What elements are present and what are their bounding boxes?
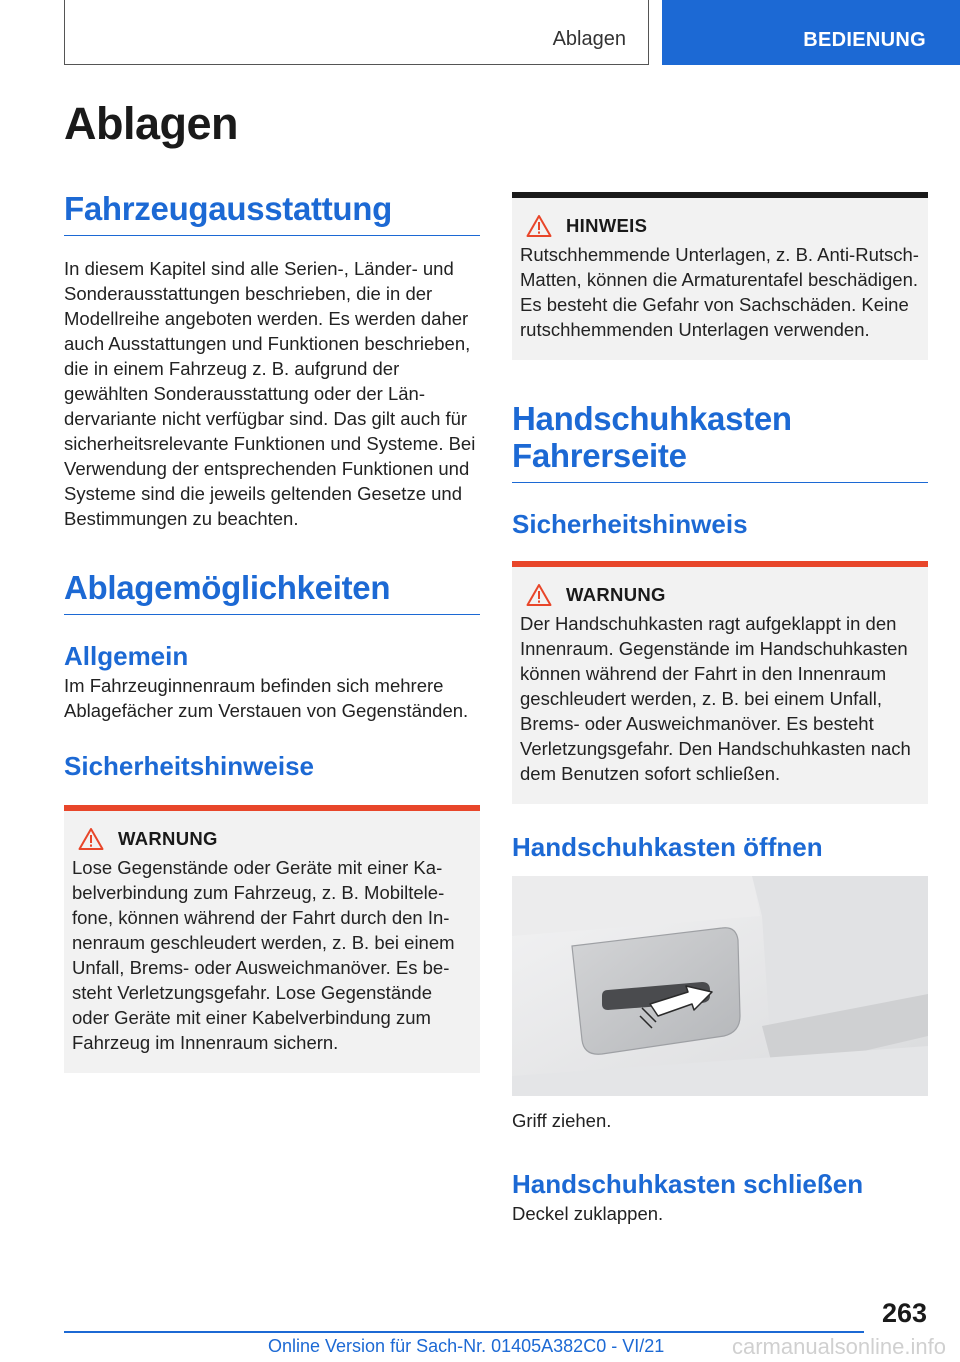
heading-sicherheitshinweis: Sicherheitshinweis xyxy=(512,509,748,539)
note-callout xyxy=(512,192,928,360)
header-tab xyxy=(662,0,960,65)
caption-oeffnen: Griff ziehen. xyxy=(512,1110,612,1131)
footer-online-version: Online Version für Sach-Nr. 01405A382C0 - VI/21 xyxy=(268,1336,665,1356)
header-box xyxy=(64,0,649,65)
heading-fahrzeugausstattung: Fahrzeugausstattung xyxy=(64,190,480,236)
heading-sicherheitshinweise: Sicherheitshinweise xyxy=(64,751,314,781)
heading-handschuhkasten-schliessen: Handschuhkasten schließen xyxy=(512,1169,864,1199)
warning-callout-title: WARNUNG xyxy=(118,828,218,849)
left-column xyxy=(64,190,480,1073)
note-callout-title: HINWEIS xyxy=(566,215,648,236)
warning-callout-left xyxy=(64,805,480,1073)
warning-callout-header xyxy=(72,827,472,851)
glovebox-illustration xyxy=(512,876,928,1096)
paragraph-fahrzeugausstattung: In diesem Kapitel sind alle Serien-, Länder- und Sonderausstattungen beschrieben, die in der Modellreihe angeboten werden. Es werden daher auch Ausstattungen und Funktionen beschrieben, die in einem Fahrzeug z. B. aufgrund der gewählten Sonderausstattung oder der Ländervariante nicht verfügbar sind. Das gilt auch für sicherheitsrelevante Funktionen und Systeme. Bei Verwendung der entsprechenden Funktionen und Systeme sind die jeweils geltenden Gesetze und Bestimmungen zu beachten. xyxy=(64,258,476,529)
watermark: carmanualsonline.info xyxy=(731,1334,946,1359)
paragraph-allgemein: Im Fahrzeuginnenraum befinden sich mehrere Ablagefächer zum Verstauen von Gegenständen. xyxy=(64,675,469,721)
page-title: Ablagen xyxy=(64,98,239,149)
warning-callout-text: Der Handschuhkasten ragt aufgeklappt in den Innenraum. Gegenstände im Handschuhkasten können während der Fahrt in den Innenraum geschleudert werden, z. B. bei einem Unfall, Brems- oder Ausweichmanöver. Es besteht Verletzungsgefahr. Den Handschuhkasten nach dem Benutzen sofort schließen. xyxy=(520,613,911,784)
heading-allgemein: Allgemein xyxy=(64,641,189,671)
page-number: 263 xyxy=(881,1298,927,1328)
header-tab-label: BEDIENUNG xyxy=(803,29,926,51)
warning-triangle-icon xyxy=(78,827,104,851)
warning-callout-title: WARNUNG xyxy=(566,584,666,605)
warning-callout-text: Lose Gegenstände oder Geräte mit einer Kabelverbindung zum Fahrzeug, z. B. Mobiltelefone, können während der Fahrt durch den Innenraum geschleudert werden, z. B. bei einem Unfall, Brems- oder Ausweichmanöver. Es besteht Verletzungsgefahr. Lose Gegenstände oder Geräte mit einer Kabelverbindung zum Fahrzeug im Innenraum sichern. xyxy=(72,857,455,1053)
paragraph-schliessen: Deckel zuklappen. xyxy=(512,1203,664,1224)
warning-callout-header xyxy=(520,583,920,607)
warning-triangle-icon xyxy=(526,214,552,238)
heading-handschuhkasten-oeffnen: Handschuhkasten öffnen xyxy=(512,832,823,862)
warning-callout-right xyxy=(512,561,928,804)
note-callout-text: Rutschhemmende Unterlagen, z. B. Anti-Rutsch-Matten, können die Armaturentafel beschädigen. Es besteht die Gefahr von Sachschäden. Keine rutschhemmenden Unterlagen verwenden. xyxy=(520,244,919,340)
note-callout-header xyxy=(520,214,920,238)
glovebox-photo xyxy=(512,876,928,1096)
footer-divider xyxy=(64,1331,864,1333)
header-section-title: Ablagen xyxy=(552,28,626,50)
right-column xyxy=(512,192,928,1226)
warning-triangle-icon xyxy=(526,583,552,607)
heading-ablagemoeglichkeiten: Ablagemöglichkeiten xyxy=(64,569,480,615)
heading-handschuhkasten-fahrerseite: Handschuhkasten Fahrerseite xyxy=(512,400,928,483)
